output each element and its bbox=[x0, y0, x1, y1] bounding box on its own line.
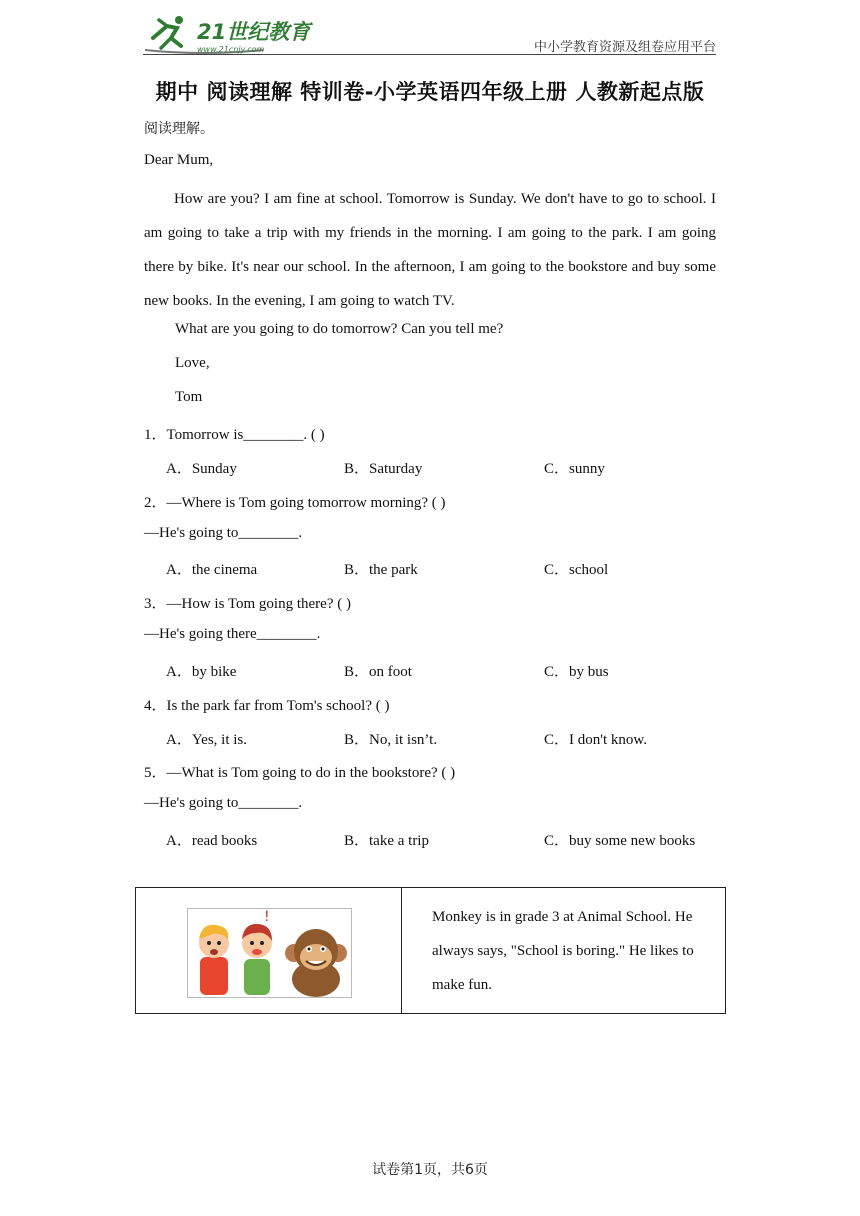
page-footer: 试卷第1页，共6页 bbox=[372, 1162, 488, 1178]
cartoon-characters-image bbox=[188, 909, 351, 997]
question-4-option-b[interactable]: B．No, it isn’t. bbox=[344, 732, 438, 748]
letter-body: How are you? I am fine at school. Tomorrow is Sunday. We don't have to go to school. I am going to take a trip with my friends in the morning. I am going to the park. I am going there by bike. It's near our school. In the afternoon, I am going to the bookstore and buy some new books. In the evening, I am going to watch TV. bbox=[144, 191, 716, 309]
header-divider bbox=[143, 54, 716, 55]
question-3-option-b[interactable]: B．on foot bbox=[344, 664, 412, 680]
question-3-option-c[interactable]: C．by bus bbox=[544, 664, 609, 680]
site-logo bbox=[143, 12, 313, 56]
passage-text: Monkey is in grade 3 at Animal School. He always says, "School is boring." He likes to make fun. bbox=[432, 909, 694, 993]
question-1-option-c[interactable]: C．sunny bbox=[544, 461, 605, 477]
platform-label: 中小学教育资源及组卷应用平台 bbox=[533, 40, 716, 55]
question-4-stem: 4．Is the park far from Tom's school? ( ) bbox=[144, 698, 390, 714]
cartoon-illustration bbox=[187, 908, 352, 998]
question-3-option-a[interactable]: A．by bike bbox=[166, 664, 237, 680]
question-5-answer-line: —He's going to________. bbox=[144, 795, 303, 811]
question-2-option-b[interactable]: B．the park bbox=[344, 562, 418, 578]
question-1-stem: 1．Tomorrow is________. ( ) bbox=[144, 427, 325, 443]
question-2-stem: 2．—Where is Tom going tomorrow morning? ( ) bbox=[144, 495, 446, 511]
logo-url: www.21cnjy.com bbox=[197, 45, 265, 54]
letter-greeting: Dear Mum, bbox=[144, 152, 214, 168]
question-2-answer-line: —He's going to________. bbox=[144, 525, 303, 541]
page-title: 期中 阅读理解 特训卷-小学英语四年级上册 人教新起点版 bbox=[155, 80, 705, 104]
question-5-stem: 5．—What is Tom going to do in the bookstore? ( ) bbox=[144, 765, 456, 781]
question-1-option-a[interactable]: A．Sunday bbox=[166, 461, 237, 477]
question-5-option-b[interactable]: B．take a trip bbox=[344, 833, 429, 849]
question-3-answer-line: —He's going there________. bbox=[144, 626, 321, 642]
question-3-stem: 3．—How is Tom going there? ( ) bbox=[144, 596, 351, 612]
letter-closing: Love, bbox=[175, 355, 210, 371]
letter-signature: Tom bbox=[175, 389, 203, 405]
question-2-option-a[interactable]: A．the cinema bbox=[166, 562, 258, 578]
svg-text:!: ! bbox=[264, 909, 270, 925]
question-5-option-a[interactable]: A．read books bbox=[166, 833, 258, 849]
page-header bbox=[143, 12, 716, 56]
question-2-option-c[interactable]: C．school bbox=[544, 562, 609, 578]
logo-text: 21世纪教育 bbox=[197, 20, 311, 44]
table-divider bbox=[401, 888, 402, 1013]
question-4-option-a[interactable]: A．Yes, it is. bbox=[166, 732, 247, 748]
passage-table bbox=[135, 887, 726, 1014]
question-5-option-c[interactable]: C．buy some new books bbox=[544, 833, 696, 849]
instruction: 阅读理解。 bbox=[144, 121, 214, 137]
question-1-option-b[interactable]: B．Saturday bbox=[344, 461, 423, 477]
letter-question: What are you going to do tomorrow? Can you tell me? bbox=[175, 321, 504, 337]
question-4-option-c[interactable]: C．I don't know. bbox=[544, 732, 647, 748]
